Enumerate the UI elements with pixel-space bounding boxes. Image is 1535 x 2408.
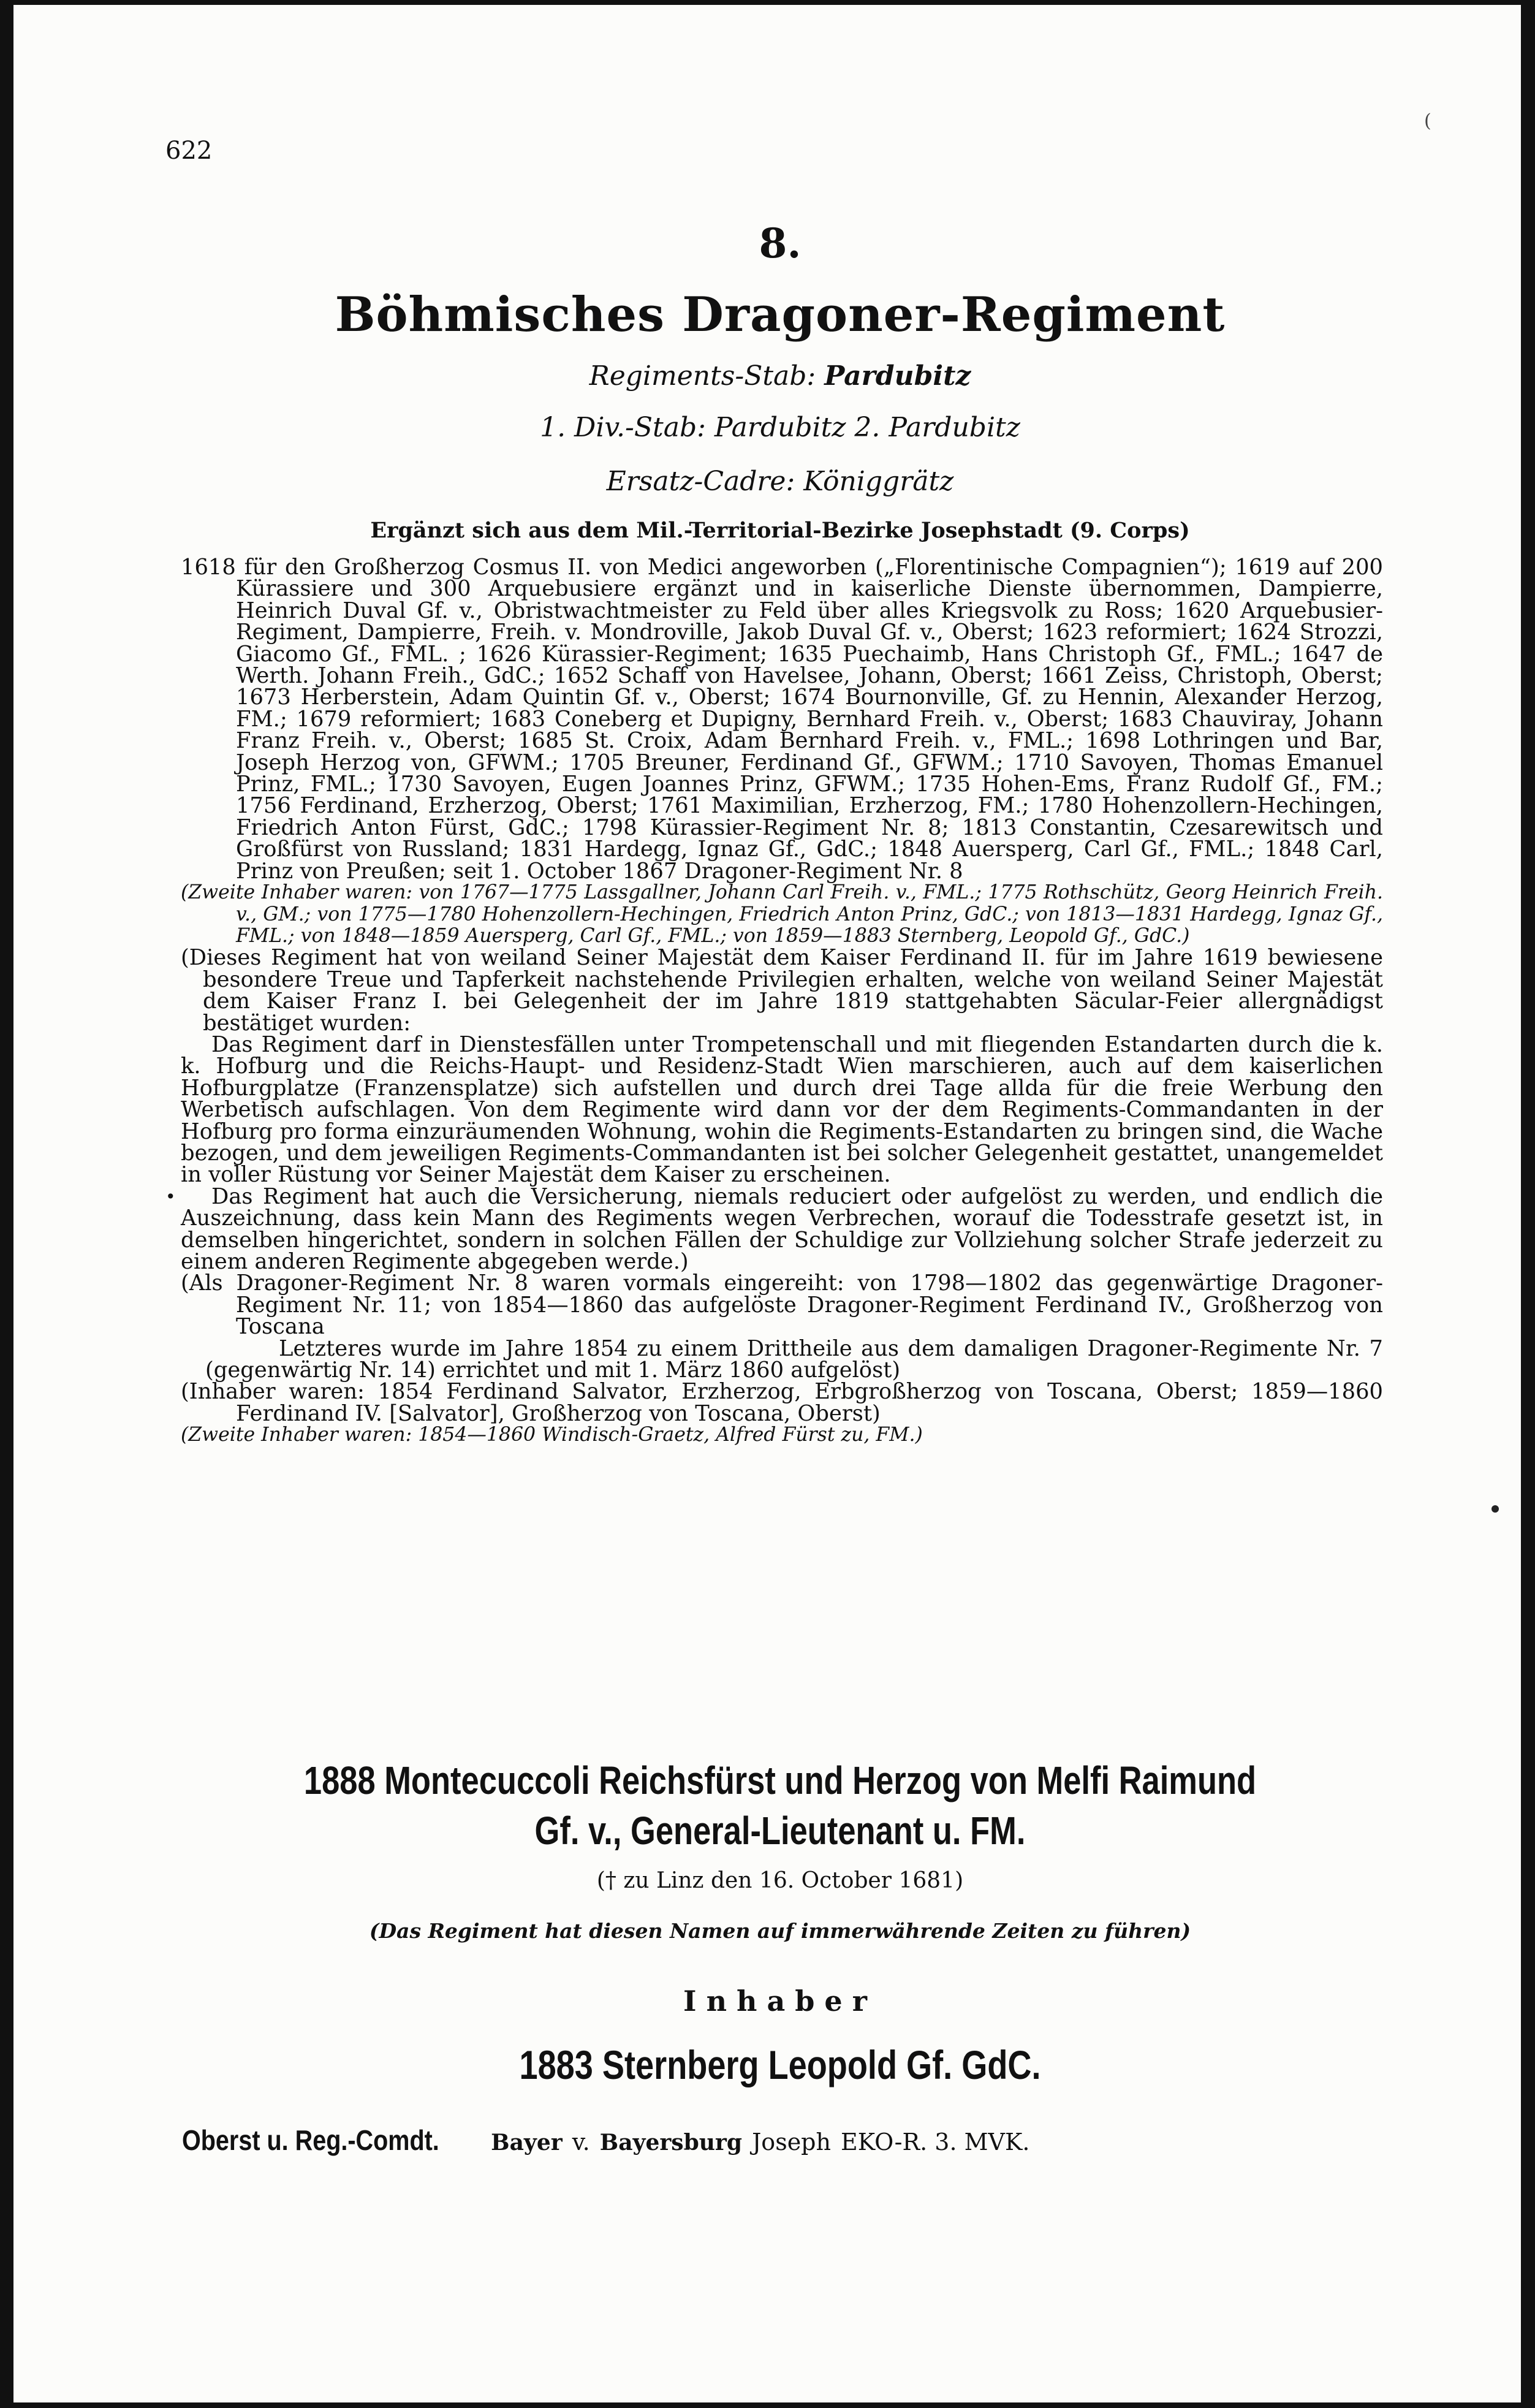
- commander-line: [182, 2124, 1029, 2157]
- document-page: [13, 5, 1521, 2402]
- edge-mark: (: [1424, 110, 1431, 132]
- edge-dot: [1491, 1505, 1499, 1513]
- regiments-stab-value: Pardubitz: [824, 360, 971, 392]
- former-regiments-note: (Als Dragoner-Regiment Nr. 8 waren vormals eingereiht: von 1798—1802 das gegenwärtige Dragoner-Regiment Nr. 11; von 1854—1860 das aufgelöste Dragoner-Regiment Ferdinand IV., Großherzog von Toscana: [181, 1270, 1383, 1340]
- ersatz-cadre: Ersatz-Cadre: Königgrätz: [606, 466, 954, 497]
- div-stab: 1. Div.-Stab: Pardubitz 2. Pardubitz: [540, 412, 1020, 443]
- margin-mark: •: [165, 1187, 176, 1207]
- name-note: (Das Regiment hat diesen Namen auf immerwährende Zeiten zu führen): [369, 1919, 1191, 1943]
- second-owners-note-2: (Zweite Inhaber waren: 1854—1860 Windisch-Graetz, Alfred Fürst zu, FM.): [181, 1424, 923, 1446]
- former-regiments-note-2: Letzteres wurde im Jahre 1854 zu einem Drittheile aus dem damaligen Dragoner-Regimente Nr. 7 (gegenwärtig Nr. 14) errichtet und mit 1. März 1860 aufgelöst): [205, 1335, 1383, 1383]
- death-note: († zu Linz den 16. October 1681): [596, 1868, 964, 1893]
- regiment-title: Böhmisches Dragoner-Regiment: [335, 287, 1226, 343]
- privilege-paragraph-2: Das Regiment hat auch die Versicherung, niemals reduciert oder aufgelöst zu werden, und endlich die Auszeichnung, dass kein Mann des Regiments wegen Verbrechen, worauf die Todesstrafe gesetzt ist, in demselben hingerichtet, sondern in solchen Fällen der Schuldige zur Vollziehung solcher Strafe jederzeit zu einem anderen Regimente abgegeben werde.): [181, 1183, 1383, 1274]
- commander-first-name: Joseph: [752, 2129, 831, 2155]
- commander-decorations: EKO-R. 3. MVK.: [841, 2129, 1030, 2155]
- regiment-history: [181, 556, 1383, 1446]
- regiments-stab: [169, 360, 1392, 392]
- inhaber-heading: Inhaber: [683, 1985, 877, 2018]
- commander-place: Bayersburg: [599, 2130, 743, 2155]
- regiment-name-line-1: 1888 Montecuccoli Reichsfürst und Herzog von Melfi Raimund: [303, 1758, 1257, 1802]
- commander-surname: Bayer: [491, 2130, 563, 2155]
- owners-note: (Inhaber waren: 1854 Ferdinand Salvator, Erzherzog, Erbgroßherzog von Toscana, Oberst; 1859—1860 Ferdinand IV. [Salvator], Großherzog von Toscana, Oberst): [181, 1379, 1383, 1426]
- history-paragraph: 1618 für den Großherzog Cosmus II. von Medici angeworben („Florentinische Compagnien“); 1619 auf 200 Kürassiere und 300 Arquebusiere ergänzt und in kaiserliche Dienste übernommen, Dampierre, Heinrich Duval Gf. v., Obristwachtmeister zu Feld über alles Kriegsvolk zu Ross; 1620 Arquebusier-Regiment, Dampierre, Freih. v. Mondroville, Jakob Duval Gf. v., Oberst; 1623 reformiert; 1624 Strozzi, Giacomo Gf., FML. ; 1626 Kürassier-Regiment; 1635 Puechaimb, Hans Christoph Gf., FML.; 1647 de Werth. Johann Freih., GdC.; 1652 Schaff von Havelsee, Johann, Oberst; 1661 Zeiss, Christoph, Oberst; 1673 Herberstein, Adam Quintin Gf. v., Oberst; 1674 Bournonville, Gf. zu Hennin, Alexander Herzog, FM.; 1679 reformiert; 1683 Coneberg et Dupigny, Bernhard Freih. v., Oberst; 1683 Chauviray, Johann Franz Freih. v., Oberst; 1685 St. Croix, Adam Bernhard Freih. v., FML.; 1698 Lothringen und Bar, Joseph Herzog von, GFWM.; 1705 Breuner, Ferdinand Gf., GFWM.; 1710 Savoyen, Thomas Emanuel Prinz, FML.; 1730 Savoyen, Eugen Joannes Prinz, GFWM.; 1735 Hohen-Ems, Franz Rudolf Gf., FM.; 1756 Ferdinand, Erzherzog, Oberst; 1761 Maximilian, Erzherzog, FM.; 1780 Hohenzollern-Hechingen, Friedrich Anton Fürst, GdC.; 1798 Kürassier-Regiment Nr. 8; 1813 Constantin, Czesarewitsch und Großfürst von Russland; 1831 Hardegg, Ignaz Gf., GdC.; 1848 Auersperg, Carl Gf., FML.; 1848 Carl, Prinz von Preußen; seit 1. October 1867 Dragoner-Regiment Nr. 8: [181, 555, 1383, 884]
- inhaber-name: 1883 Sternberg Leopold Gf. GdC.: [519, 2042, 1041, 2087]
- commander-von: v.: [572, 2129, 590, 2155]
- second-owners-note: (Zweite Inhaber waren: von 1767—1775 Lassgallner, Johann Carl Freih. v., FML.; 1775 Rothschütz, Georg Heinrich Freih. v., GM.; von 1775—1780 Hohenzollern-Hechingen, Friedrich Anton Prinz, GdC.; von 1813—1831 Hardegg, Ignaz Gf., FML.; von 1848—1859 Auersperg, Carl Gf., FML.; von 1859—1883 Sternberg, Leopold Gf., GdC.): [181, 881, 1383, 947]
- privilege-paragraph-1: Das Regiment darf in Dienstesfällen unter Trompetenschall und mit fliegenden Estandarten durch die k. k. Hofburg und die Reichs-Haupt- und Residenz-Stadt Wien marschieren, auch auf dem kaiserlichen Hofburgplatze (Franzensplatze) sich aufstellen und durch drei Tage allda für die freie Werbung den Werbetisch aufschlagen. Von dem Regimente wird dann vor der dem Regiments-Commandanten in der Hofburg pro forma einzuräumenden Wohnung, wohin die Regiments-Estandarten zu bringen sind, die Wache bezogen, und dem jeweiligen Regiments-Commandanten ist bei solcher Gelegenheit gestattet, unangemeldet in voller Rüstung vor Seiner Majestät dem Kaiser zu erscheinen.: [181, 1031, 1383, 1188]
- privileges-intro: (Dieses Regiment hat von weiland Seiner Majestät dem Kaiser Ferdinand II. für im Jahre 1619 bewiesene besondere Treue und Tapferkeit nachstehende Privilegien erhalten, welche von weiland Seiner Majestät dem Kaiser Franz I. bei Gelegenheit der im Jahre 1819 stattgehabten Säcular-Feier allergnädigst bestätiget wurden:: [181, 945, 1383, 1036]
- recruitment-line: Ergänzt sich aus dem Mil.-Territorial-Bezirke Josephstadt (9. Corps): [370, 518, 1190, 543]
- section-number: 8.: [759, 219, 802, 267]
- regiments-stab-label: Regiments-Stab:: [589, 360, 816, 392]
- commander-label: Oberst u. Reg.-Comdt.: [182, 2124, 439, 2156]
- regiment-name-line-2: Gf. v., General-Lieutenant u. FM.: [534, 1809, 1026, 1853]
- page-number: 622: [165, 137, 213, 165]
